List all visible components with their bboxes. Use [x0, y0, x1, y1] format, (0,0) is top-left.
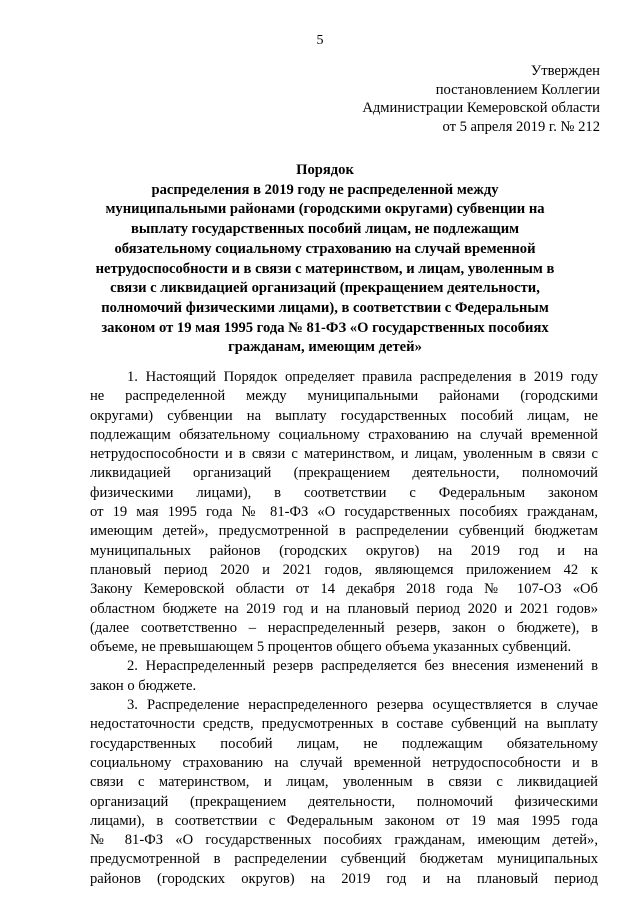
paragraph-1-line: Закону Кемеровской области от 14 декабря 2018 года № 107-ОЗ «Об	[90, 581, 598, 598]
title-line: распределения в 2019 году не распределенной между	[151, 181, 499, 198]
title-line: Порядок	[296, 162, 354, 178]
paragraph-1-line: (далее соответственно – нераспределенный резерв, закон о бюджете), в	[90, 619, 598, 636]
paragraph-3-line: связи с материнством, и лицам, уволенным в связи с ликвидацией	[90, 774, 598, 791]
title-line: выплату государственных пособий лицам, не подлежащим	[130, 221, 520, 238]
paragraph-1-line: объеме, не превышающем 5 процентов общего объема указанных субвенций.	[90, 639, 572, 656]
approval-line: Администрации Кемеровской области	[362, 100, 600, 116]
paragraph-3-line: недостаточности средств, предусмотренных в составе субвенций на выплату	[90, 716, 598, 733]
title-line: полномочий физическими лицами), в соответствии с Федеральным	[101, 299, 549, 316]
paragraph-1-line: имеющим детей», предусмотренной в распределении субвенций бюджетам	[90, 523, 598, 540]
paragraph-1-line: муниципальных районов (городских округов) на 2019 год и на	[90, 542, 598, 559]
title-line: обязательному социальному страхованию на случай временной	[114, 240, 536, 257]
page-number: 5	[316, 33, 324, 48]
paragraph-3-line: государственных пособий лицам, не подлежащим обязательному	[90, 735, 598, 752]
paragraph-1-line: подлежащим обязательному социальному страхованию на случай временной	[90, 426, 598, 443]
paragraph-1-line: 1. Настоящий Порядок определяет правила распределения в 2019 году	[127, 369, 598, 385]
paragraph-3-line: 3. Распределение нераспределенного резерва осуществляется в случае	[127, 697, 598, 714]
paragraph-1-line: ликвидацией организаций (прекращением деятельности, полномочий	[90, 465, 598, 482]
approval-stamp	[300, 62, 600, 136]
paragraph-3-line: районов (городских округов) на 2019 год и на плановый период	[90, 870, 598, 887]
title-line: законом от 19 мая 1995 года № 81-ФЗ «О государственных пособиях	[101, 319, 549, 336]
approval-line: от 5 апреля 2019 г. № 212	[442, 118, 600, 135]
paragraph-1-line: областном бюджете на 2019 год и на плановый период 2020 и 2021 годов»	[90, 600, 598, 617]
paragraph-3-line: лицами), в соответствии с Федеральным законом от 19 мая 1995 года	[90, 812, 598, 829]
title-line: связи с ликвидацией организаций (прекращением деятельности,	[110, 280, 540, 297]
document-body	[90, 368, 598, 889]
paragraph-3-line: социальному страхованию на случай временной нетрудоспособности и в	[90, 754, 598, 771]
title-line: гражданам, имеющим детей»	[228, 339, 422, 356]
document-title	[85, 161, 565, 358]
paragraph-1-line: плановый период 2020 и 2021 годов, являющемся приложением 42 к	[90, 561, 598, 578]
paragraph-1-line: округами) субвенции на выплату государственных пособий лицам, не	[90, 407, 598, 424]
approval-line: Утвержден	[530, 63, 600, 79]
paragraph-1-line: нетрудоспособности и в связи с материнством, и лицам, уволенным в связи с	[90, 446, 598, 463]
paragraph-3-line: предусмотренной в распределении субвенций бюджетам муниципальных	[90, 851, 598, 868]
title-line: муниципальными районами (городскими округами) субвенции на	[105, 201, 545, 218]
approval-line: постановлением Коллегии	[435, 81, 600, 98]
paragraph-1-line: физическими лицами), в соответствии с Федеральным законом	[90, 484, 598, 501]
paragraph-1-line: от 19 мая 1995 года № 81-ФЗ «О государственных пособиях гражданам,	[90, 504, 598, 521]
paragraph-1-line: не распределенной между муниципальными районами (городскими	[90, 388, 598, 405]
paragraph-3-line: организаций (прекращением деятельности, полномочий физическими	[90, 793, 598, 810]
title-line: нетрудоспособности и в связи с материнством, и лицам, уволенным в	[95, 260, 555, 277]
paragraph-2-line: 2. Нераспределенный резерв распределяется без внесения изменений в	[127, 658, 598, 675]
paragraph-2-line: закон о бюджете.	[90, 677, 197, 694]
paragraph-3-line: № 81-ФЗ «О государственных пособиях гражданам, имеющим детей»,	[90, 832, 598, 849]
